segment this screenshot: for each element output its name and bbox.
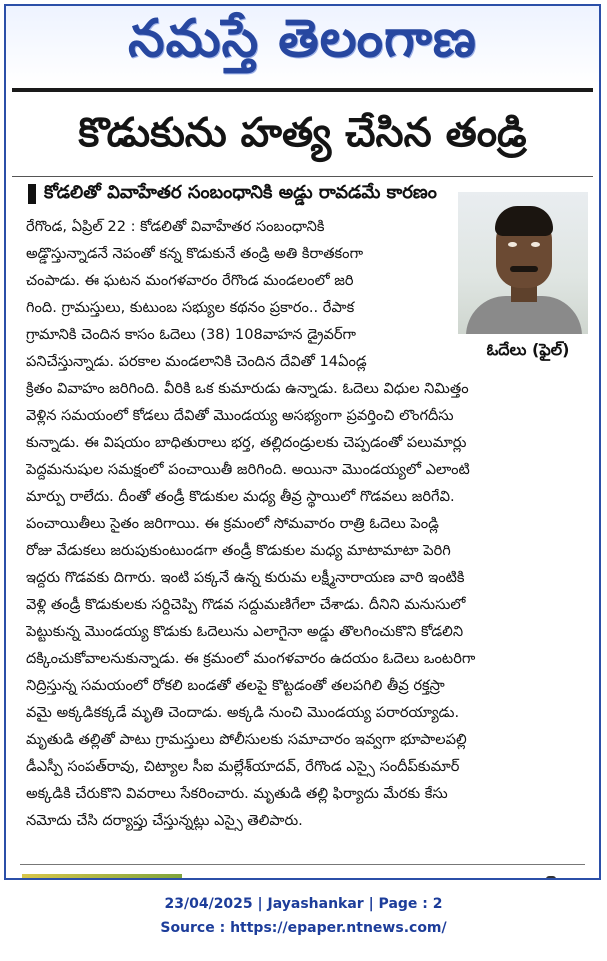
body-line: పెద్దమనుషుల సమక్షంలో పంచాయితీ జరిగింది. అయినా మొండయ్యలో ఎలాంటి [26, 461, 470, 478]
clipping-frame [4, 4, 601, 880]
body-line: చంపాడు. ఈ ఘటన మంగళవారం రేగొండ మండలంలో జరి [26, 272, 354, 289]
photo-caption: ఓదేలు (ఫైల్) [486, 340, 570, 359]
body-line: అక్కడికి చేరుకొని వివరాలు సేకరించారు. మృతుడి తల్లి ఫిర్యాదు మేరకు కేసు [26, 785, 448, 802]
body-line: క్రితం వివాహం జరిగింది. వీరికి ఒక కుమారుడు ఉన్నాడు. ఓదెలు విధుల నిమిత్తం [26, 380, 469, 397]
advertisement-mark [546, 876, 556, 880]
body-line: వమై అక్కడికక్కడే మృతి చెందాడు. అక్కడి నుంచి మొండయ్య పరారయ్యాడు. [26, 704, 460, 721]
body-line: పంచాయితీలు సైతం జరిగాయి. ఈ క్రమంలో సోమవారం రాత్రి ఓదెలు పెండ్లి [26, 515, 439, 532]
article-subheadline [28, 180, 437, 208]
footer-source-link[interactable]: Source : https://epaper.ntnews.com/ [160, 920, 447, 936]
photo-eye-left [508, 242, 517, 247]
body-line: పనిచేస్తున్నాడు. పరకాల మండలానికి చెందిన దేవితో 14ఏండ్ల [26, 353, 367, 370]
headline-divider [12, 176, 593, 177]
masthead-divider [12, 88, 593, 92]
photo-eye-right [531, 242, 540, 247]
body-line: గింది. గ్రామస్తులు, కుటుంబ సభ్యుల కథనం ప్రకారం.. రేపాక [26, 299, 355, 316]
body-line: డీఎస్పీ సంపత్‌రావు, చిట్యాల సీఐ మల్లేశ్‌యాదవ్, రేగొండ ఎస్సై సందీప్‌కుమార్ [26, 758, 460, 775]
subheadline-marker [28, 184, 36, 204]
body-line: ఇద్దరు గొడవకు దిగారు. ఇంటి పక్కనే ఉన్న కురుమ లక్ష్మీనారాయణ వారి ఇంటికి [26, 569, 465, 586]
masthead-title: నమస్తే తెలంగాణ [128, 8, 477, 69]
body-line: రోజు వేడుకలు జరుపుకుంటుండగా తండ్రీ కొడుకుల మధ్య మాటామాటా పెరిగి [26, 542, 451, 559]
body-line: మార్పు రాలేదు. దీంతో తండ్రీ కొడుకుల మధ్య తీవ్ర స్థాయిలో గొడవలు జరిగేవి. [26, 488, 455, 505]
body-line: గ్రామానికి చెందిన కాసం ఓదెలు (38) 108వాహన డ్రైవర్‌గా [26, 326, 356, 343]
body-line: వెళ్లి తండ్రీ కొడుకులకు సర్దిచెప్పి గొడవ సద్దుమణిగేలా చేశాడు. దీనిని మనుసులో [26, 596, 466, 613]
body-line: నిద్రిస్తున్న సమయంలో రోకలి బండతో తలపై కొట్టడంతో తలపగిలి తీవ్ర రక్తస్రా [26, 677, 445, 694]
body-line: నమోదు చేసి దర్యాప్తు చేస్తున్నట్లు ఎస్సై తెలిపారు. [26, 812, 303, 829]
newspaper-masthead [6, 6, 599, 84]
photo-moustache [510, 266, 538, 272]
body-line: మృతుడి తల్లితో పాటు గ్రామస్తులు పోలీసులకు సమాచారం ఇవ్వగా భూపాలపల్లి [26, 731, 467, 748]
footer-date-edition: 23/04/2025 | Jayashankar | Page : 2 [164, 896, 443, 912]
victim-photo [458, 192, 588, 334]
body-line: కున్నాడు. ఈ విషయం బాధితురాలు భర్త, తల్లిదండ్రులకు చెప్పడంతో పలుమార్లు [26, 434, 467, 451]
body-line: పెట్టుకున్న మొండయ్య కొడుకు ఓదెలును ఎలాగైనా అడ్డు తొలగించుకొని కోడలిని [26, 623, 464, 640]
advertisement-strip [22, 874, 182, 880]
article-end-rule [20, 864, 585, 865]
photo-hair [495, 206, 553, 236]
body-line: రేగొండ, ఏప్రిల్ 22 : కోడలితో వివాహేతర సంబంధానికి [26, 218, 325, 235]
body-line: దక్కించుకోవాలనుకున్నాడు. ఈ క్రమంలో మంగళవారం ఉదయం ఓదెలు ఒంటరిగా [26, 650, 476, 667]
body-line: వెళ్లిన సమయంలో కోడలు దేవితో మొండయ్య అసభ్యంగా ప్రవర్తించి లొంగదీసు [26, 407, 454, 424]
subheadline-text: కోడలితో వివాహేతర సంబంధానికి అడ్డు రావడమే కారణం [44, 181, 437, 203]
headline-text: కొడుకును హత్య చేసిన తండ్రి [78, 110, 527, 156]
article-headline [6, 106, 599, 170]
body-line: అడ్డొస్తున్నాడనే నెపంతో కన్న కొడుకునే తండ్రి అతి కిరాతకంగా [26, 245, 364, 262]
